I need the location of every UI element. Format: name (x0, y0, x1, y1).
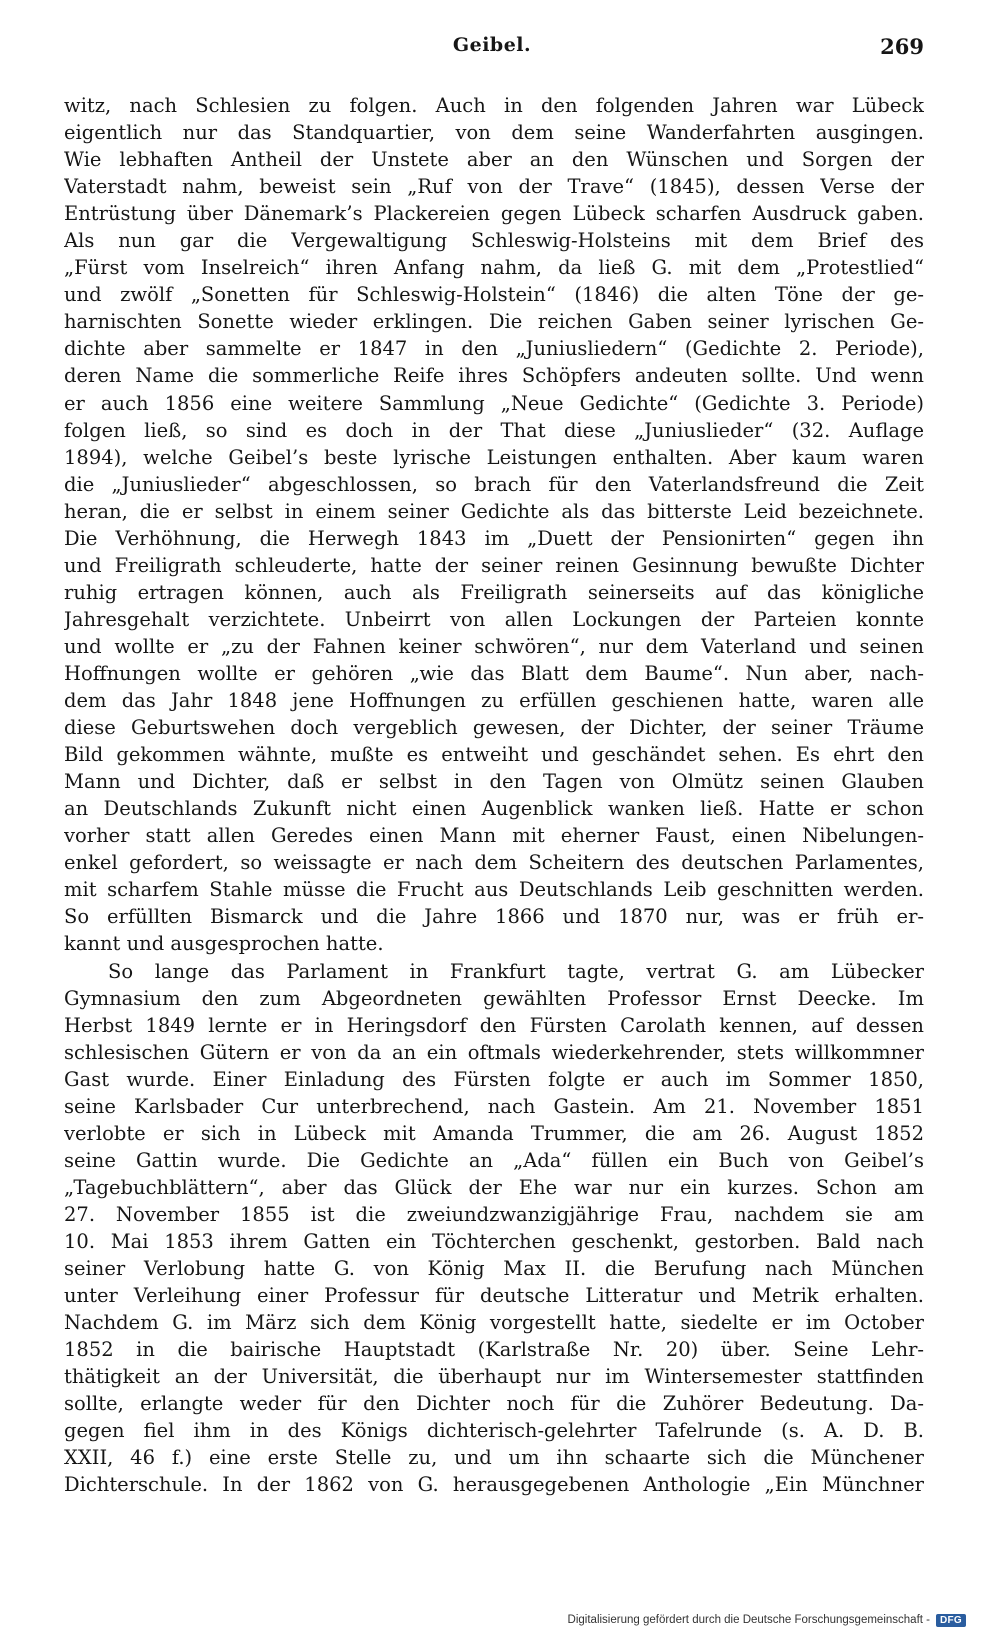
text-line: Mann und Dichter, daß er selbst in den Tagen von Olmütz seinen Glauben (64, 770, 924, 794)
text-line: 1894), welche Geibel’s beste lyrische Leistungen enthalten. Aber kaum waren (64, 445, 924, 469)
text-line: deren Name die sommerliche Reife ihres Schöpfers andeuten sollte. Und wenn (64, 364, 924, 388)
text-line: schlesischen Gütern er von da an ein oftmals wiederkehrender, stets willkommner (64, 1040, 924, 1064)
page-number: 269 (880, 34, 924, 59)
text-line: So lange das Parlament in Frankfurt tagte, vertrat G. am Lübecker (108, 959, 924, 983)
text-line: Hoffnungen wollte er gehören „wie das Blatt dem Baume“. Nun aber, nach- (64, 661, 924, 685)
text-line: Als nun gar die Vergewaltigung Schleswig-Holsteins mit dem Brief des (64, 229, 924, 253)
text-line: Vaterstadt nahm, beweist sein „Ruf von der Trave“ (1845), dessen Verse der (64, 175, 924, 199)
text-line: an Deutschlands Zukunft nicht einen Augenblick wanken ließ. Hatte er schon (64, 797, 924, 821)
text-line: thätigkeit an der Universität, die überhaupt nur im Wintersemester stattfinden (64, 1365, 924, 1389)
text-line: heran, die er selbst in einem seiner Gedichte als das bitterste Leid bezeichnete. (64, 499, 924, 523)
text-line: XXII, 46 f.) eine erste Stelle zu, und um ihn schaarte sich die Münchener (64, 1446, 924, 1470)
dfg-logo-icon: DFG (936, 1614, 966, 1627)
text-line: dichte aber sammelte er 1847 in den „Juniusliedern“ (Gedichte 2. Periode), (64, 337, 924, 361)
footer-credit: Digitalisierung gefördert durch die Deutsche Forschungsgemeinschaft - (567, 1614, 930, 1626)
text-line: sollte, erlangte weder für den Dichter noch für die Zuhörer Bedeutung. Da- (64, 1392, 924, 1416)
running-head (60, 34, 924, 64)
text-line: Gymnasium den zum Abgeordneten gewählten Professor Ernst Deecke. Im (64, 986, 924, 1010)
text-line: „Fürst vom Inselreich“ ihren Anfang nahm, da ließ G. mit dem „Protestlied“ (64, 256, 924, 280)
text-line: gegen fiel ihm in des Königs dichterisch-gelehrter Tafelrunde (s. A. D. B. (64, 1419, 924, 1443)
text-line: Bild gekommen wähnte, mußte es entweiht und geschändet sehen. Es ehrt den (64, 743, 924, 767)
text-line: mit scharfem Stahle müsse die Frucht aus Deutschlands Leib geschnitten werden. (64, 878, 924, 902)
text-line: ruhig ertragen können, auch als Freiligrath seinerseits auf das königliche (64, 580, 924, 604)
text-line: kannt und ausgesprochen hatte. (64, 932, 384, 956)
text-line: eigentlich nur das Standquartier, von dem seine Wanderfahrten ausgingen. (64, 121, 924, 145)
text-line: und Freiligrath schleuderte, hatte der seiner reinen Gesinnung bewußte Dichter (64, 553, 924, 577)
body-text (64, 92, 924, 1498)
text-line: witz, nach Schlesien zu folgen. Auch in den folgenden Jahren war Lübeck (64, 94, 924, 117)
text-line: seiner Verlobung hatte G. von König Max II. die Berufung nach München (64, 1257, 924, 1281)
text-line: diese Geburtswehen doch vergeblich gewesen, der Dichter, der seiner Träume (64, 716, 924, 740)
text-line: unter Verleihung einer Professur für deutsche Litteratur und Metrik erhalten. (64, 1284, 924, 1308)
text-line: seine Karlsbader Cur unterbrechend, nach Gastein. Am 21. November 1851 (64, 1094, 924, 1118)
text-line: 10. Mai 1853 ihrem Gatten ein Töchterchen geschenkt, gestorben. Bald nach (64, 1229, 924, 1253)
running-title: Geibel. (452, 34, 532, 56)
text-line: Dichterschule. In der 1862 von G. herausgegebenen Anthologie „Ein Münchner (64, 1473, 924, 1497)
text-line: und wollte er „zu der Fahnen keiner schwören“, nur dem Vaterland und seinen (64, 634, 924, 658)
text-line: Nachdem G. im März sich dem König vorgestellt hatte, siedelte er im October (64, 1311, 924, 1335)
digitization-footer (568, 1611, 966, 1629)
text-line: Die Verhöhnung, die Herwegh 1843 im „Duett der Pensionirten“ gegen ihn (64, 526, 924, 550)
text-line: Entrüstung über Dänemark’s Plackereien gegen Lübeck scharfen Ausdruck gaben. (64, 202, 924, 226)
text-line: Jahresgehalt verzichtete. Unbeirrt von allen Lockungen der Parteien konnte (64, 607, 924, 631)
text-line: „Tagebuchblättern“, aber das Glück der Ehe war nur ein kurzes. Schon am (64, 1175, 924, 1199)
text-line: So erfüllten Bismarck und die Jahre 1866 und 1870 nur, was er früh er- (64, 905, 924, 929)
text-line: harnischten Sonette wieder erklingen. Die reichen Gaben seiner lyrischen Ge- (64, 310, 924, 334)
text-line: vorher statt allen Geredes einen Mann mit eherner Faust, einen Nibelungen- (64, 824, 924, 848)
text-line: und zwölf „Sonetten für Schleswig-Holstein“ (1846) die alten Töne der ge- (64, 283, 924, 307)
text-line: seine Gattin wurde. Die Gedichte an „Ada“ füllen ein Buch von Geibel’s (64, 1148, 924, 1172)
text-line: Wie lebhaften Antheil der Unstete aber an den Wünschen und Sorgen der (64, 148, 924, 172)
text-line: er auch 1856 eine weitere Sammlung „Neue Gedichte“ (Gedichte 3. Periode) (64, 391, 924, 415)
text-line: die „Juniuslieder“ abgeschlossen, so brach für den Vaterlandsfreund die Zeit (64, 472, 924, 496)
text-line: verlobte er sich in Lübeck mit Amanda Trummer, die am 26. August 1852 (64, 1121, 924, 1145)
text-line: enkel gefordert, so weissagte er nach dem Scheitern des deutschen Parlamentes, (64, 851, 924, 875)
text-line: 1852 in die bairische Hauptstadt (Karlstraße Nr. 20) über. Seine Lehr- (64, 1338, 924, 1362)
text-line: Herbst 1849 lernte er in Heringsdorf den Fürsten Carolath kennen, auf dessen (64, 1013, 924, 1037)
text-line: 27. November 1855 ist die zweiundzwanzigjährige Frau, nachdem sie am (64, 1202, 924, 1226)
text-line: dem das Jahr 1848 jene Hoffnungen zu erfüllen geschienen hatte, waren alle (64, 689, 924, 713)
text-line: folgen ließ, so sind es doch in der That diese „Juniuslieder“ (32. Auflage (64, 418, 924, 442)
text-line: Gast wurde. Einer Einladung des Fürsten folgte er auch im Sommer 1850, (64, 1067, 924, 1091)
